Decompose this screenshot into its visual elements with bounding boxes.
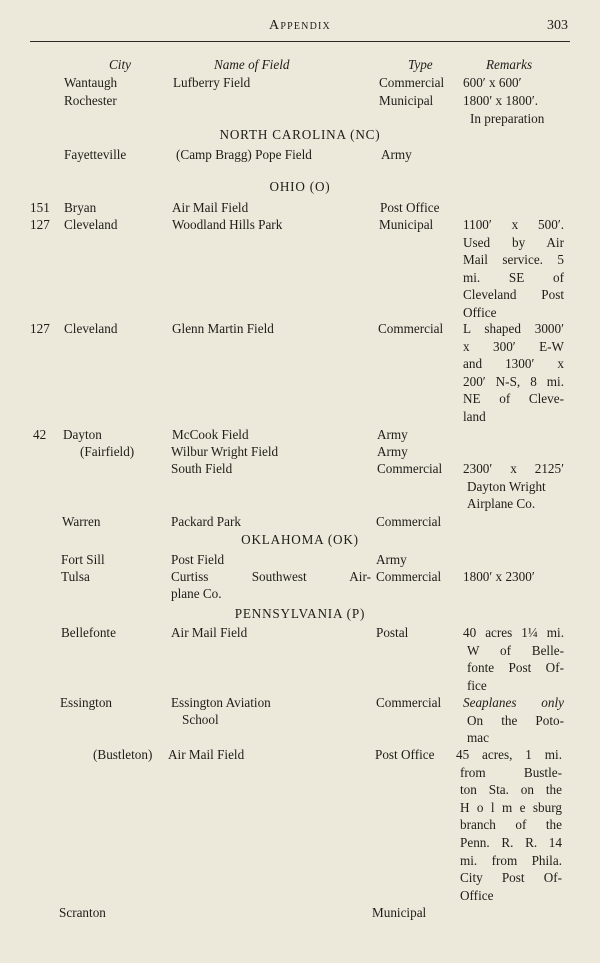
field-cell: (Camp Bragg) Pope Field <box>176 147 312 162</box>
remarks-line: Office <box>463 304 497 320</box>
remarks-line: 45 acres, 1 mi. <box>456 747 562 762</box>
type-cell: Post Office <box>380 200 440 215</box>
field-cell: Post Field <box>171 552 225 567</box>
type-cell: Postal <box>376 625 409 640</box>
type-cell: Municipal <box>372 905 427 920</box>
remarks-line: L shaped 3000′ <box>463 321 564 336</box>
remarks-line: 200′ N-S, 8 mi. <box>463 373 564 389</box>
type-cell: Municipal <box>379 217 434 232</box>
city-cell: Cleveland <box>64 217 118 232</box>
number-cell: 127 <box>30 217 50 232</box>
type-cell: Commercial <box>378 321 444 336</box>
type-cell: Army <box>377 427 408 442</box>
running-head: Appendix <box>269 18 331 33</box>
column-header-type: Type <box>408 57 433 72</box>
column-header-remarks: Remarks <box>486 57 533 72</box>
state-heading: OHIO (O) <box>269 179 331 194</box>
remarks-line: City Post Of- <box>460 870 562 886</box>
remarks-line: fice <box>467 677 487 693</box>
state-heading: OKLAHOMA (OK) <box>241 532 359 547</box>
remarks-line: H o l m e sburg <box>460 799 562 815</box>
remarks-cell <box>463 460 564 513</box>
type-cell: Army <box>377 444 408 459</box>
city-cell: Scranton <box>59 905 106 920</box>
type-cell: Post Office <box>375 747 435 762</box>
type-cell: Army <box>381 147 412 162</box>
field-cell: South Field <box>171 461 233 476</box>
city-cell: Bryan <box>64 200 97 215</box>
type-cell: Commercial <box>377 461 443 476</box>
remarks-cell: In preparation <box>470 111 545 126</box>
field-cell: Air Mail Field <box>171 625 248 640</box>
remarks-cell <box>463 216 564 322</box>
field-cell: Air Mail Field <box>172 200 249 215</box>
field-cell-continued: plane Co. <box>171 586 222 601</box>
remarks-line: W of Belle- <box>467 642 564 658</box>
remarks-line: ton Sta. on the <box>460 782 562 798</box>
remarks-line: 1100′ x 500′. <box>463 217 564 232</box>
remarks-line: Airplane Co. <box>467 496 536 512</box>
city-cell: (Fairfield) <box>80 444 135 459</box>
field-cell: Glenn Martin Field <box>172 321 274 336</box>
remarks-line: 40 acres 1¼ mi. <box>463 625 564 640</box>
city-cell: Rochester <box>64 93 117 108</box>
city-cell: Cleveland <box>64 321 118 336</box>
remarks-line: Penn. R. R. 14 <box>460 834 562 850</box>
remarks-line: branch of the <box>460 817 562 833</box>
remarks-line: and 1300′ x <box>463 356 564 372</box>
remarks-cell <box>456 746 562 904</box>
remarks-line: Seaplanes only <box>463 695 564 710</box>
field-cell-continued: School <box>182 712 219 727</box>
type-cell: Municipal <box>379 93 434 108</box>
city-cell: Wantaugh <box>64 75 118 90</box>
remarks-cell: 600′ x 600′ <box>463 75 522 90</box>
field-cell: Lufberry Field <box>173 75 251 90</box>
type-cell: Commercial <box>376 695 442 710</box>
field-cell: Packard Park <box>171 514 241 529</box>
city-cell: (Bustleton) <box>93 747 153 762</box>
remarks-cell <box>463 694 564 747</box>
remarks-line: 2300′ x 2125′ <box>463 461 564 476</box>
field-cell: Essington Aviation <box>171 695 271 710</box>
type-cell: Commercial <box>376 514 442 529</box>
remarks-line: fonte Post Of- <box>467 660 564 676</box>
city-cell: Tulsa <box>61 569 90 584</box>
city-cell: Fayetteville <box>64 147 127 162</box>
field-cell: Air Mail Field <box>168 747 245 762</box>
remarks-line: Mail service. 5 <box>463 252 564 268</box>
remarks-cell: 1800′ x 1800′. <box>463 93 539 108</box>
remarks-cell: 1800′ x 2300′ <box>463 569 535 584</box>
number-cell: 42 <box>33 427 47 442</box>
type-cell: Commercial <box>376 569 442 584</box>
page-number: 303 <box>547 18 568 33</box>
remarks-line: Cleveland Post <box>463 287 564 303</box>
remarks-cell <box>463 624 564 694</box>
header-rule <box>30 41 570 42</box>
city-cell: Bellefonte <box>61 625 116 640</box>
type-cell: Commercial <box>379 75 445 90</box>
remarks-line: Office <box>460 887 494 903</box>
remarks-line: mi. from Phila. <box>460 852 562 868</box>
number-cell: 151 <box>30 200 50 215</box>
remarks-line: mac <box>467 730 489 746</box>
remarks-cell <box>463 320 564 426</box>
state-heading: NORTH CAROLINA (NC) <box>219 127 381 142</box>
state-heading: PENNSYLVANIA (P) <box>234 606 366 621</box>
type-cell: Army <box>376 552 407 567</box>
field-cell: Wilbur Wright Field <box>171 444 279 459</box>
remarks-line: land <box>463 408 486 424</box>
city-cell: Warren <box>62 514 101 529</box>
remarks-line: Used by Air <box>463 234 564 250</box>
remarks-line: mi. SE of <box>463 269 564 285</box>
city-cell: Fort Sill <box>61 552 105 567</box>
remarks-line: x 300′ E-W <box>463 338 564 354</box>
remarks-line: On the Poto- <box>467 712 564 728</box>
field-cell: Curtiss Southwest Air- <box>171 569 371 584</box>
city-cell: Dayton <box>63 427 102 442</box>
column-header-field: Name of Field <box>214 57 290 72</box>
remarks-line: from Bustle- <box>460 764 562 780</box>
column-header-city: City <box>109 57 131 72</box>
field-cell: Woodland Hills Park <box>172 217 283 232</box>
city-cell: Essington <box>60 695 113 710</box>
number-cell: 127 <box>30 321 50 336</box>
field-cell: McCook Field <box>172 427 249 442</box>
remarks-line: NE of Cleve- <box>463 391 564 407</box>
remarks-line: Dayton Wright <box>467 478 546 494</box>
